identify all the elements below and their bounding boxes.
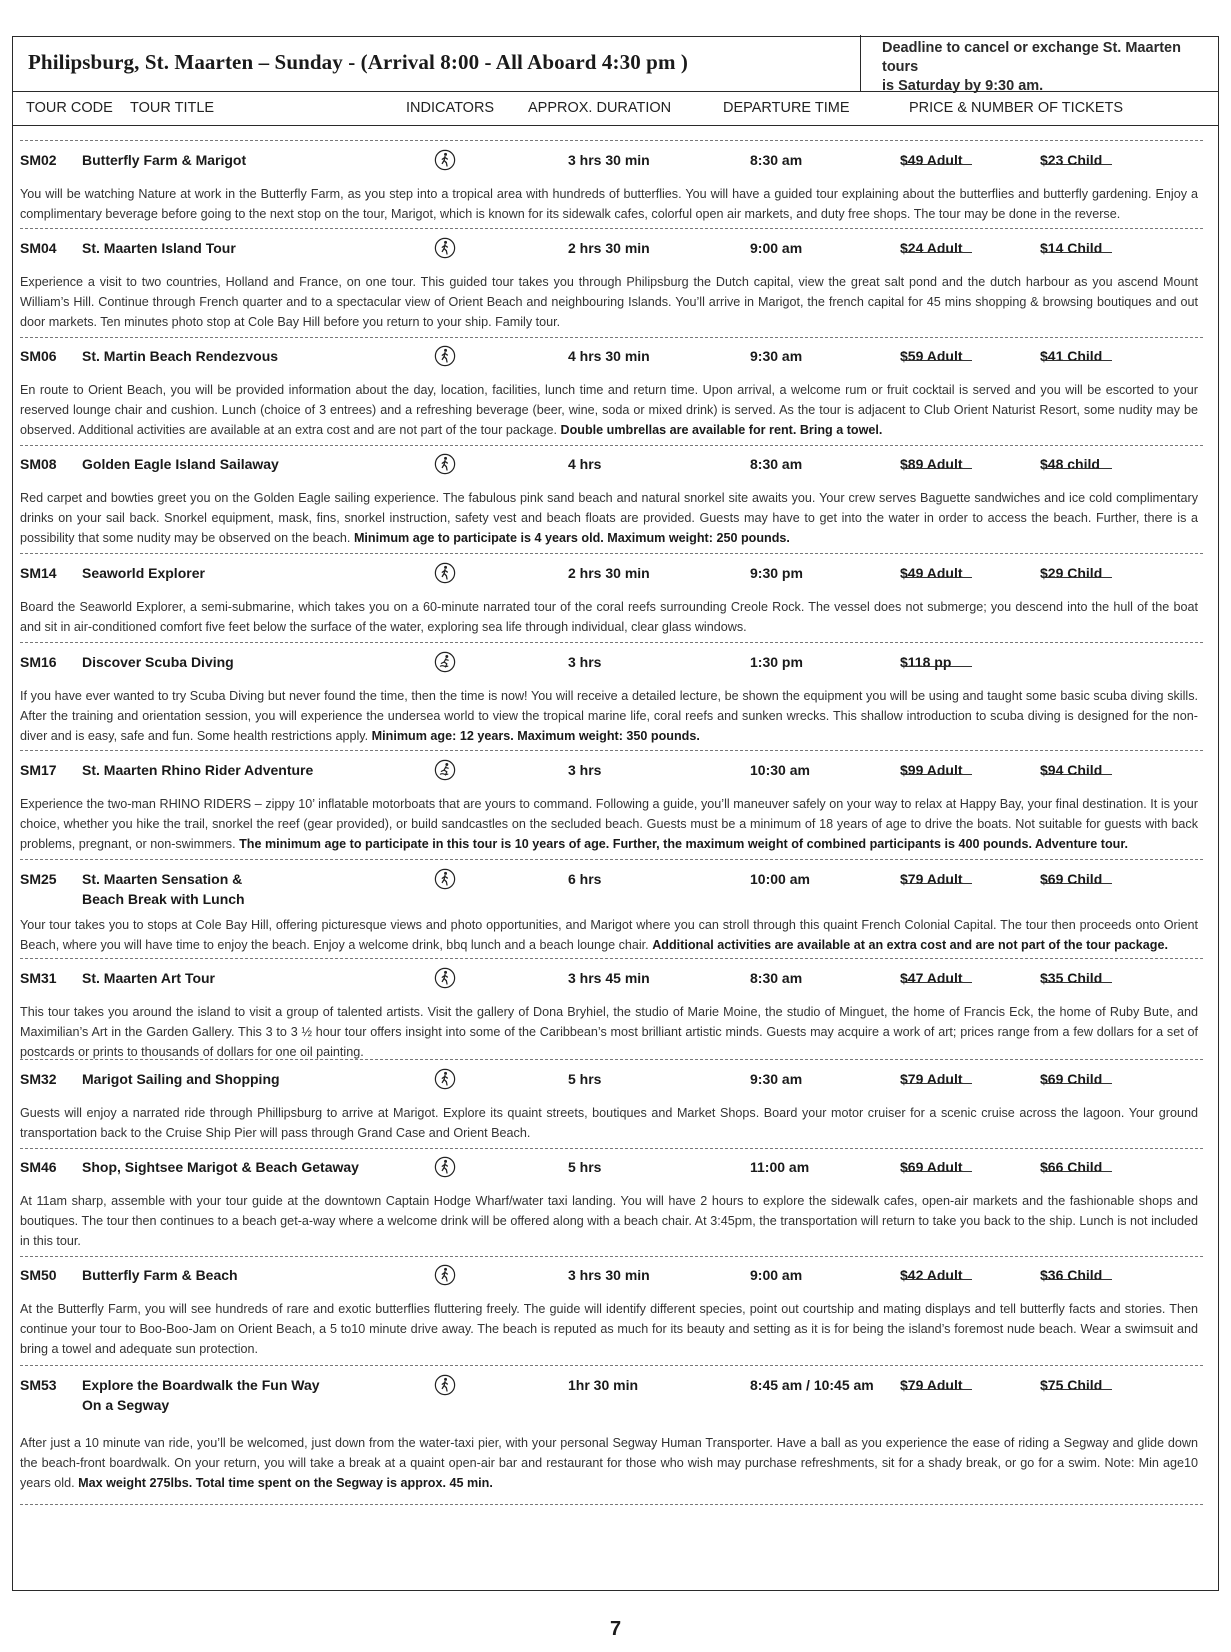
tour-code: SM32 — [20, 1071, 57, 1087]
tour-departure: 9:00 am — [750, 1267, 803, 1283]
adult-price-label: $79 Adult — [900, 1071, 963, 1087]
walking-figure-icon — [434, 149, 456, 174]
tour-departure: 11:00 am — [750, 1159, 810, 1175]
tour-departure: 10:30 am — [750, 762, 810, 778]
row-divider — [20, 1365, 1203, 1366]
tour-description — [20, 794, 1198, 854]
tour-duration: 3 hrs — [568, 654, 602, 670]
col-indicators: INDICATORS — [406, 100, 495, 116]
child-ticket-blank[interactable] — [1044, 565, 1112, 578]
column-headers — [12, 92, 1219, 126]
tour-description-text: Your tour takes you to stops at Cole Bay Hill, offering picturesque views and photo opportunities, and Marigot where you can stroll through this quaint French Colonial Capital. The tour then proceeds onto Orient Beach, where you will have time to enjoy the beach. Enjoy a welcome drink, bbq lunch and a beach lounge chair. — [20, 918, 1198, 952]
child-ticket-blank[interactable] — [1044, 762, 1112, 775]
adult-ticket-blank[interactable] — [904, 1267, 972, 1280]
walking-figure-icon — [434, 237, 456, 262]
tour-title: St. Martin Beach Rendezvous — [82, 348, 279, 364]
tour-duration: 3 hrs 30 min — [568, 152, 650, 168]
adult-ticket-blank[interactable] — [904, 240, 972, 253]
adult-price-label: $79 Adult — [900, 1377, 963, 1393]
tour-title: Butterfly Farm & Marigot — [82, 152, 247, 168]
tour-title: Discover Scuba Diving — [82, 654, 234, 670]
tour-row — [0, 762, 1231, 786]
tour-departure: 9:00 am — [750, 240, 803, 256]
child-price-label: $35 Child — [1040, 970, 1103, 986]
child-ticket-blank[interactable] — [1044, 1159, 1112, 1172]
child-ticket-blank[interactable] — [1044, 456, 1112, 469]
page-header — [12, 36, 1219, 92]
child-ticket-blank[interactable] — [1044, 1267, 1112, 1280]
child-price-label: $14 Child — [1040, 240, 1103, 256]
row-divider — [20, 553, 1203, 554]
tour-description — [20, 1433, 1198, 1493]
tour-row — [0, 1071, 1231, 1095]
tour-row — [0, 565, 1231, 589]
row-divider — [20, 445, 1203, 446]
adult-ticket-blank[interactable] — [904, 970, 972, 983]
tour-description — [20, 1002, 1198, 1062]
child-price-label: $66 Child — [1040, 1159, 1103, 1175]
tour-code: SM17 — [20, 762, 57, 778]
tour-description-text: At 11am sharp, assemble with your tour guide at the downtown Captain Hodge Wharf/water taxi landing. You will have 2 hours to explore the sidewalk cafes, open-air markets and the fashionable shops and boutiques. The tour then continues to a beach get-a-way where a welcome drink will be offered along with a beach chair. At 3:45pm, the transportation will return to take you back to the ship. Lunch is not included in this tour. — [20, 1194, 1198, 1248]
tour-departure: 8:45 am / 10:45 am — [750, 1377, 874, 1393]
child-price-label: $48 child — [1040, 456, 1100, 472]
swimming-figure-icon — [434, 651, 456, 676]
adult-ticket-blank[interactable] — [904, 152, 972, 165]
child-ticket-blank[interactable] — [1044, 1377, 1112, 1390]
row-divider — [20, 958, 1203, 959]
tour-description-bold: Additional activities are available at an extra cost and are not part of the tour package. — [652, 938, 1168, 952]
adult-ticket-blank[interactable] — [904, 762, 972, 775]
tour-duration: 2 hrs 30 min — [568, 240, 650, 256]
tour-duration: 6 hrs — [568, 871, 602, 887]
tour-description-text: After just a 10 minute van ride, you’ll be welcomed, just down from the water-taxi pier, with your personal Segway Human Transporter. Have a ball as you experience the ease of riding a Segway and glide down the beach-front boardwalk. On your return, you will take a break at a quaint open-air bar and restaurant for those who wish may purchase refreshments, sit for a shady break, or go for a swim. Note: Min age10 years old. — [20, 1436, 1198, 1490]
child-price-label: $69 Child — [1040, 1071, 1103, 1087]
walking-figure-icon — [434, 868, 456, 893]
tour-description-bold: Minimum age to participate is 4 years old. Maximum weight: 250 pounds. — [353, 531, 790, 545]
tour-description-text: Guests will enjoy a narrated ride through Phillipsburg to arrive at Marigot. Explore its quaint streets, boutiques and Market Shops. Board your motor cruiser for a scenic cruise across the lagoon. Your ground transportation back to the Cruise Ship Pier will pass through Grand Case and Orient Beach. — [20, 1106, 1198, 1140]
tour-title: Golden Eagle Island Sailaway — [82, 456, 279, 472]
tour-description — [20, 380, 1198, 440]
tour-title-line-2: On a Segway — [82, 1397, 170, 1413]
tour-description-bold: Minimum age: 12 years. Maximum weight: 350 pounds. — [371, 729, 700, 743]
tour-row — [0, 240, 1231, 264]
adult-ticket-blank[interactable] — [904, 654, 972, 667]
deadline-notice — [860, 35, 1221, 94]
child-price-label: $75 Child — [1040, 1377, 1103, 1393]
tour-description — [20, 1299, 1198, 1359]
tour-description — [20, 272, 1198, 332]
tour-duration: 3 hrs 30 min — [568, 1267, 650, 1283]
walking-figure-icon — [434, 1068, 456, 1093]
tour-row — [0, 1159, 1231, 1183]
adult-price-label: $59 Adult — [900, 348, 963, 364]
tour-description-text: If you have ever wanted to try Scuba Diving but never found the time, then the time is now! You will receive a detailed lecture, be shown the equipment you will be using and taught some basic scuba diving skills. After the training and orientation session, you will experience the undersea world to view the tropical marine life, coral reefs and sunken wrecks. This shallow introduction to scuba diving is designed for the non-diver and is easy, safe and fun. Some health restrictions apply. — [20, 689, 1198, 743]
tour-row — [0, 152, 1231, 176]
tour-duration: 4 hrs 30 min — [568, 348, 650, 364]
tour-code: SM50 — [20, 1267, 57, 1283]
tour-description-bold: Double umbrellas are available for rent. Bring a towel. — [560, 423, 883, 437]
child-ticket-blank[interactable] — [1044, 348, 1112, 361]
tour-description-text: Board the Seaworld Explorer, a semi-submarine, which takes you on a 60-minute narrated tour of the coral reefs surrounding Creole Rock. The vessel does not submerge; you descend into the hull of the boat and sit in air-conditioned comfort five feet below the surface of the water, exploring sea life through individual, clear glass windows. — [20, 600, 1198, 634]
child-price-label: $29 Child — [1040, 565, 1103, 581]
col-tour-code: TOUR CODE — [26, 100, 113, 116]
tour-title: Marigot Sailing and Shopping — [82, 1071, 280, 1087]
tour-description-text: Experience a visit to two countries, Holland and France, on one tour. This guided tour takes you through Philipsburg the Dutch capital, view the great salt pond and the dutch harbour as you ascend Mount William’s Hill. Continue through French quarter and to a spectacular view of Orient Beach and neighbouring Islands. You’ll arrive in Marigot, the french capital for 45 mins shopping & browsing boutiques and out door markets. Ten minutes photo stop at Cole Bay Hill before you return to your ship. Family tour. — [20, 275, 1198, 329]
col-price: PRICE & NUMBER OF TICKETS — [909, 100, 1124, 116]
tour-description-text: En route to Orient Beach, you will be provided information about the day, location, facilities, lunch time and return time. Upon arrival, a welcome rum or fruit cocktail is served and you will be escorted to your reserved lounge chair and cushion. Lunch (choice of 3 entrees) and a refreshing beverage (beer, wine, soda or mixed drink) is served. As the tour is adjacent to Club Orient Naturist Resort, some nudity may be observed. Additional activities are available at an extra cost and are not part of the tour package. — [20, 383, 1198, 437]
child-price-label: $36 Child — [1040, 1267, 1103, 1283]
tour-code: SM14 — [20, 565, 57, 581]
child-price-label: $23 Child — [1040, 152, 1103, 168]
tour-departure: 8:30 am — [750, 152, 803, 168]
tour-code: SM53 — [20, 1377, 57, 1393]
tour-duration: 5 hrs — [568, 1159, 602, 1175]
tour-departure: 1:30 pm — [750, 654, 803, 670]
row-divider — [20, 1256, 1203, 1257]
child-ticket-blank[interactable] — [1044, 240, 1112, 253]
walking-figure-icon — [434, 453, 456, 478]
tour-description — [20, 1103, 1198, 1143]
tour-departure: 9:30 am — [750, 348, 803, 364]
tour-description-text: At the Butterfly Farm, you will see hundreds of rare and exotic butterflies fluttering freely. The guide will identify different species, point out courtship and mating displays and tell butterfly facts and stories. Then continue your tour to Boo-Boo-Jam on Orient Beach, a 5 to10 minute drive away. The beach is reputed as much for its beauty and setting as it is for being the island’s foremost nude beach. Wear a swimsuit and bring a towel and adequate sun protection. — [20, 1302, 1198, 1356]
swimming-figure-icon — [434, 759, 456, 784]
tour-description-text: Experience the two-man RHINO RIDERS – zippy 10’ inflatable motorboats that are yours to command. Following a guide, you’ll maneuver safely on your way to relax at Happy Bay, your final destination. It is your choice, whether you hike the trail, snorkel the reef (gear provided), or build sandcastles on the secluded beach. Guests must be a minimum of 18 years of age to drive the boats. Not suitable for guests with back problems, pregnant, or non-swimmers. — [20, 797, 1198, 851]
walking-figure-icon — [434, 967, 456, 992]
adult-ticket-blank[interactable] — [904, 565, 972, 578]
tour-title: St. Maarten Rhino Rider Adventure — [82, 762, 314, 778]
adult-ticket-blank[interactable] — [904, 1071, 972, 1084]
row-divider — [20, 1504, 1203, 1505]
tour-code: SM31 — [20, 970, 57, 986]
row-divider — [20, 859, 1203, 860]
tour-row — [0, 871, 1231, 907]
row-divider — [20, 1148, 1203, 1149]
tour-description-text: This tour takes you around the island to visit a group of talented artists. Visit the gallery of Dona Bryhiel, the studio of Marie Moine, the studio of Minguet, the home of Francis Eck, the home of Ruby Bute, and Maximilian’s Art in the Garden Gallery. This 3 to 3 ½ hour tour offers insight into some of the Caribbean’s most brilliant artistic minds. Guests may acquire a work of art; prices range from a few dollars for a set of postcards or prints to thousands of dollars for one oil painting. — [20, 1005, 1198, 1059]
page-number: 7 — [609, 1618, 622, 1640]
adult-price-label: $99 Adult — [900, 762, 963, 778]
tour-departure: 9:30 am — [750, 1071, 803, 1087]
tour-title: St. Maarten Art Tour — [82, 970, 216, 986]
adult-price-label: $69 Adult — [900, 1159, 963, 1175]
deadline-line-1: Deadline to cancel or exchange St. Maarten tours — [882, 39, 1181, 75]
tour-code: SM04 — [20, 240, 57, 256]
walking-figure-icon — [434, 1374, 456, 1399]
tour-row — [0, 456, 1231, 480]
row-divider — [20, 337, 1203, 338]
adult-ticket-blank[interactable] — [904, 1377, 972, 1390]
child-price-label: $69 Child — [1040, 871, 1103, 887]
child-ticket-blank[interactable] — [1044, 1071, 1112, 1084]
page-title: Philipsburg, St. Maarten – Sunday - (Arrival 8:00 - All Aboard 4:30 pm ) — [28, 50, 688, 74]
tour-duration: 4 hrs — [568, 456, 602, 472]
row-divider — [20, 642, 1203, 643]
tour-code: SM46 — [20, 1159, 57, 1175]
col-tour-title: TOUR TITLE — [130, 100, 215, 116]
tour-title: Seaworld Explorer — [82, 565, 205, 581]
tour-description — [20, 488, 1198, 548]
tour-title: Butterfly Farm & Beach — [82, 1267, 238, 1283]
tour-row — [0, 654, 1231, 678]
tour-duration: 5 hrs — [568, 1071, 602, 1087]
adult-ticket-blank[interactable] — [904, 348, 972, 361]
child-price-label: $41 Child — [1040, 348, 1103, 364]
adult-price-label: $49 Adult — [900, 152, 963, 168]
tour-title: Shop, Sightsee Marigot & Beach Getaway — [82, 1159, 359, 1175]
tour-duration: 1hr 30 min — [568, 1377, 639, 1393]
adult-price-label: $89 Adult — [900, 456, 963, 472]
tour-code: SM08 — [20, 456, 57, 472]
tour-title-line-2: Beach Break with Lunch — [82, 891, 245, 907]
tour-code: SM02 — [20, 152, 57, 168]
tour-title: Explore the Boardwalk the Fun Way — [82, 1377, 320, 1393]
col-departure: DEPARTURE TIME — [723, 100, 850, 116]
tour-duration: 3 hrs — [568, 762, 602, 778]
tour-description — [20, 686, 1198, 746]
tour-code: SM25 — [20, 871, 57, 887]
walking-figure-icon — [434, 1264, 456, 1289]
adult-price-label: $118 pp — [900, 654, 952, 670]
adult-price-label: $42 Adult — [900, 1267, 963, 1283]
col-duration: APPROX. DURATION — [528, 100, 672, 116]
tour-description — [20, 597, 1198, 637]
tour-description-bold: Max weight 275lbs. Total time spent on the Segway is approx. 45 min. — [78, 1476, 493, 1490]
tour-duration: 2 hrs 30 min — [568, 565, 650, 581]
tour-description-bold: The minimum age to participate in this tour is 10 years of age. Further, the maximum weight of combined participants is 400 pounds. Adventure tour. — [239, 837, 1129, 851]
child-ticket-blank[interactable] — [1044, 871, 1112, 884]
row-divider — [20, 140, 1203, 141]
tour-departure: 8:30 am — [750, 970, 803, 986]
tour-code: SM06 — [20, 348, 57, 364]
tour-description — [20, 915, 1198, 955]
tour-departure: 8:30 am — [750, 456, 803, 472]
adult-price-label: $49 Adult — [900, 565, 963, 581]
tour-description-text: Red carpet and bowties greet you on the Golden Eagle sailing experience. The fabulous pink sand beach and natural snorkel site awaits you. Your crew serves Baguette sandwiches and ice cold complimentary drinks on your sail back. Snorkel equipment, mask, fins, snorkel instruction, safety vest and beach floats are provided. Guests may have to get into the water in order to access the beach. Further, there is a possibility that some nudity may be observed on the beach. — [20, 491, 1198, 545]
walking-figure-icon — [434, 562, 456, 587]
tour-description — [20, 184, 1198, 224]
walking-figure-icon — [434, 345, 456, 370]
tour-row — [0, 348, 1231, 372]
row-divider — [20, 228, 1203, 229]
tour-title: St. Maarten Sensation & — [82, 871, 243, 887]
tour-description-text: You will be watching Nature at work in the Butterfly Farm, as you step into a tropical area with hundreds of butterflies. You will have a guided tour explaining about the butterflies and butterfly gardening. Enjoy a complimentary beverage before going to the next stop on the tour, Marigot, which is known for its sidewalk cafes, colorful open air markets, and duty free shops. The tour may be done in the reverse. — [20, 187, 1198, 221]
tour-title: St. Maarten Island Tour — [82, 240, 236, 256]
adult-price-label: $24 Adult — [900, 240, 963, 256]
adult-price-label: $79 Adult — [900, 871, 963, 887]
adult-ticket-blank[interactable] — [904, 1159, 972, 1172]
tour-row — [0, 970, 1231, 994]
adult-ticket-blank[interactable] — [904, 456, 972, 469]
tour-description — [20, 1191, 1198, 1251]
child-ticket-blank[interactable] — [1044, 970, 1112, 983]
adult-price-label: $47 Adult — [900, 970, 963, 986]
row-divider — [20, 750, 1203, 751]
tour-duration: 3 hrs 45 min — [568, 970, 650, 986]
child-price-label: $94 Child — [1040, 762, 1103, 778]
deadline-line-2: is Saturday by 9:30 am. — [882, 77, 1044, 94]
adult-ticket-blank[interactable] — [904, 871, 972, 884]
tour-row — [0, 1267, 1231, 1291]
walking-figure-icon — [434, 1156, 456, 1181]
tour-row — [0, 1377, 1231, 1413]
tour-departure: 9:30 pm — [750, 565, 803, 581]
child-ticket-blank[interactable] — [1044, 152, 1112, 165]
tour-departure: 10:00 am — [750, 871, 810, 887]
tour-code: SM16 — [20, 654, 57, 670]
